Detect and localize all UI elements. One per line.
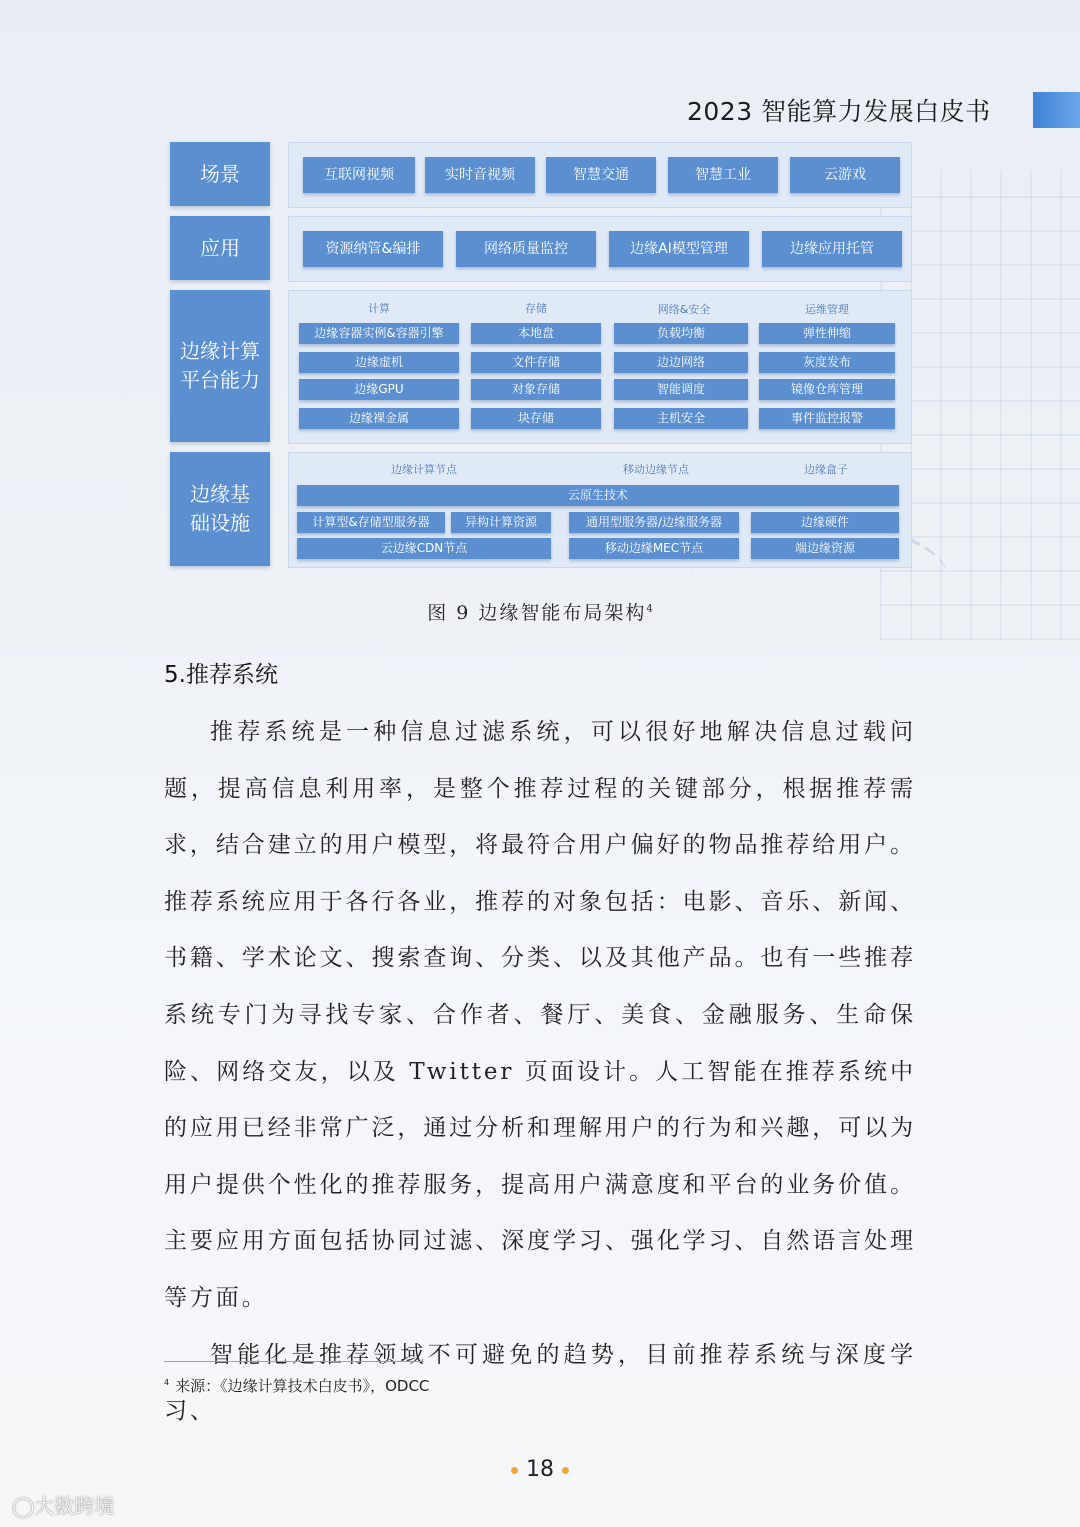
- platform-network-item: 负载均衡: [614, 323, 748, 344]
- platform-ops-item: 灰度发布: [759, 352, 895, 373]
- layer-label-infrastructure: 边缘基 础设施: [170, 452, 270, 566]
- section-title: 5.推荐系统: [164, 662, 278, 688]
- scenario-item: 智慧交通: [546, 157, 656, 193]
- cloud-native-banner: 云原生技术: [297, 485, 899, 506]
- layer-label-scenario: 场景: [170, 142, 270, 206]
- infra-item: 边缘硬件: [751, 512, 899, 533]
- header-accent-bar: [1033, 92, 1080, 128]
- dot-icon: [562, 1467, 569, 1474]
- platform-column-title: 运维管理: [805, 303, 849, 316]
- platform-storage-item: 本地盘: [471, 323, 601, 344]
- platform-network-item: 智能调度: [614, 379, 748, 400]
- scenario-item: 实时音视频: [425, 157, 535, 193]
- platform-compute-item: 边缘容器实例&容器引擎: [299, 323, 459, 344]
- platform-column-title: 计算: [368, 302, 390, 315]
- platform-ops-item: 事件监控报警: [759, 408, 895, 429]
- platform-storage-item: 文件存储: [471, 352, 601, 373]
- platform-compute-item: 边缘GPU: [299, 379, 459, 400]
- scenario-item: 智慧工业: [668, 157, 778, 193]
- figure-footnote-ref: 4: [646, 603, 653, 615]
- platform-network-item: 主机安全: [614, 408, 748, 429]
- application-item: 网络质量监控: [456, 231, 596, 267]
- figure-caption: [0, 598, 1080, 625]
- watermark: ◯大数跨境: [12, 1494, 115, 1518]
- dot-icon: [511, 1467, 518, 1474]
- infra-item: 移动边缘MEC节点: [569, 538, 739, 559]
- application-item: 边缘应用托管: [762, 231, 902, 267]
- layer-panel-application: [288, 216, 912, 282]
- watermark-text: 大数跨境: [34, 1494, 115, 1518]
- infra-item: 计算型&存储型服务器: [297, 512, 445, 533]
- application-item: 边缘AI模型管理: [609, 231, 749, 267]
- infra-item: 云边缘CDN节点: [297, 538, 551, 559]
- page-header-title: 2023 智能算力发展白皮书: [687, 97, 991, 126]
- scenario-item: 互联网视频: [303, 157, 415, 193]
- infra-group-title: 边缘盒子: [804, 463, 848, 476]
- figure-caption-text: 图 9 边缘智能布局架构: [427, 602, 647, 624]
- platform-network-item: 边边网络: [614, 352, 748, 373]
- layer-label-platform: 边缘计算 平台能力: [170, 290, 270, 442]
- edge-architecture-diagram: [168, 140, 912, 570]
- infra-group-title: 移动边缘节点: [623, 463, 689, 476]
- body-paragraph: 智能化是推荐领域不可避免的趋势，目前推荐系统与深度学习、: [164, 1341, 916, 1425]
- footnote-divider: [164, 1361, 424, 1362]
- platform-column-title: 网络&安全: [657, 303, 711, 316]
- footnote-text: 来源：《边缘计算技术白皮书》，ODCC: [175, 1377, 430, 1395]
- scenario-item: 云游戏: [790, 157, 900, 193]
- platform-ops-item: 弹性伸缩: [759, 323, 895, 344]
- footnote: [164, 1375, 429, 1396]
- page-number: [0, 1457, 1080, 1482]
- platform-ops-item: 镜像仓库管理: [759, 379, 895, 400]
- application-item: 资源纳管&编排: [303, 231, 443, 267]
- platform-compute-item: 边缘虚机: [299, 352, 459, 373]
- infra-group-title: 边缘计算节点: [391, 463, 457, 476]
- platform-compute-item: 边缘裸金属: [299, 408, 459, 429]
- infra-item: 端边缘资源: [751, 538, 899, 559]
- layer-panel-infrastructure: [288, 452, 912, 568]
- body-text: [164, 704, 916, 1440]
- layer-panel-platform: [288, 290, 912, 444]
- platform-storage-item: 块存储: [471, 408, 601, 429]
- infra-item: 异构计算资源: [451, 512, 551, 533]
- page-number-value: 18: [526, 1457, 554, 1482]
- layer-label-application: 应用: [170, 216, 270, 280]
- footnote-number: 4: [164, 1378, 170, 1387]
- layer-panel-scenario: [288, 142, 912, 208]
- body-paragraph: 推荐系统是一种信息过滤系统，可以很好地解决信息过载问题，提高信息利用率，是整个推荐过程的关键部分，根据推荐需求，结合建立的用户模型，将最符合用户偏好的物品推荐给用户。推荐系统应用于各行各业，推荐的对象包括：电影、音乐、新闻、书籍、学术论文、搜索查询、分类、以及其他产品。也有一些推荐系统专门为寻找专家、合作者、餐厅、美食、金融服务、生命保险、网络交友，以及 Twitter 页面设计。人工智能在推荐系统中的应用已经非常广泛，通过分析和理解用户的行为和兴趣，可以为用户提供个性化的推荐服务，提高用户满意度和平台的业务价值。主要应用方面包括协同过滤、深度学习、强化学习、自然语言处理等方面。: [164, 719, 916, 1311]
- platform-column-title: 存储: [525, 302, 547, 315]
- platform-storage-item: 对象存储: [471, 379, 601, 400]
- infra-item: 通用型服务器/边缘服务器: [569, 512, 739, 533]
